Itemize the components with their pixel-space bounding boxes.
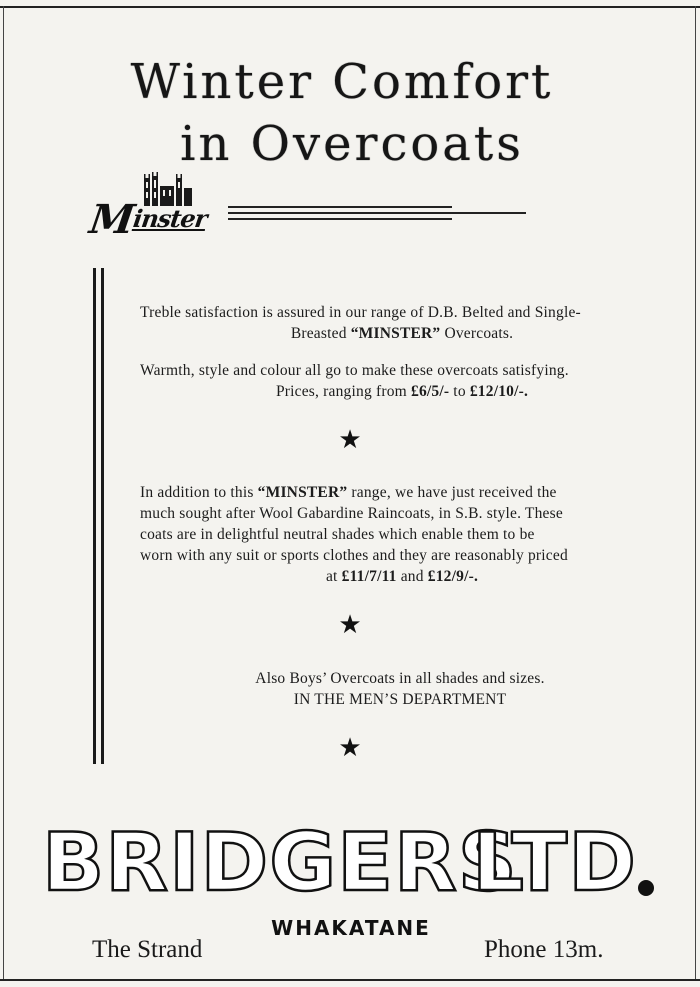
phone-number: Phone 13m. [484,936,604,963]
left-vertical-bar [101,268,104,764]
brand-bridgers: BRIDGERS [42,816,518,909]
paragraph-1 [140,302,664,344]
bottom-border [0,979,700,981]
paragraph-3 [140,482,664,587]
price-a: £11/7/11 [341,568,397,585]
paragraph-4-line-1: Also Boys’ Overcoats in all shades and sizes. [255,670,545,687]
price-low: £6/5/- [411,383,450,400]
left-vertical-bar [93,268,96,764]
price-b: £12/9/-. [427,568,479,585]
paragraph-4-line-2: IN THE MEN’S DEPARTMENT [293,691,507,708]
rule-line [228,206,452,208]
brand-ltd: LTD [472,816,637,909]
rule-line [228,212,526,214]
star-divider-icon: ★ [338,610,362,640]
paragraph-2-line-2: Prices, ranging from £6/5/- to £12/10/-. [275,383,529,400]
paragraph-2 [140,360,664,402]
address: The Strand [92,936,203,963]
town-name: WHAKATANE [271,916,431,940]
top-border [0,6,700,8]
minster-logo [88,170,238,250]
decorative-rules [228,202,528,232]
star-divider-icon: ★ [338,733,362,763]
minster-name: “MINSTER” [257,484,348,501]
paragraph-3-line-5: at £11/7/11 and £12/9/-. [325,568,479,585]
star-divider-icon: ★ [338,425,362,455]
paragraph-3-line-1: In addition to this “MINSTER” range, we have just received the [140,484,557,501]
paragraph-2-line-1: Warmth, style and colour all go to make these overcoats satisfying. [140,362,569,379]
headline-line-1: Winter Comfort [130,54,554,110]
paragraph-4 [200,668,600,710]
minster-initial: M [86,196,137,243]
brand-period-dot [638,880,654,896]
brand-name [0,816,700,909]
minster-name: “MINSTER” [350,325,441,342]
paragraph-1-line-2: Breasted “MINSTER” Overcoats. [290,325,514,342]
minster-script-wordmark [87,196,210,243]
paragraph-3-line-3: coats are in delightful neutral shades which enable them to be [140,526,535,543]
price-high: £12/10/-. [469,383,529,400]
paragraph-1-line-1: Treble satisfaction is assured in our range of D.B. Belted and Single- [140,304,581,321]
rule-line [228,218,452,220]
paragraph-3-line-4: worn with any suit or sports clothes and they are reasonably priced [140,547,568,564]
minster-rest: inster [131,204,209,233]
headline-line-2: in Overcoats [180,116,524,172]
paragraph-3-line-2: much sought after Wool Gabardine Raincoats, in S.B. style. These [140,505,563,522]
